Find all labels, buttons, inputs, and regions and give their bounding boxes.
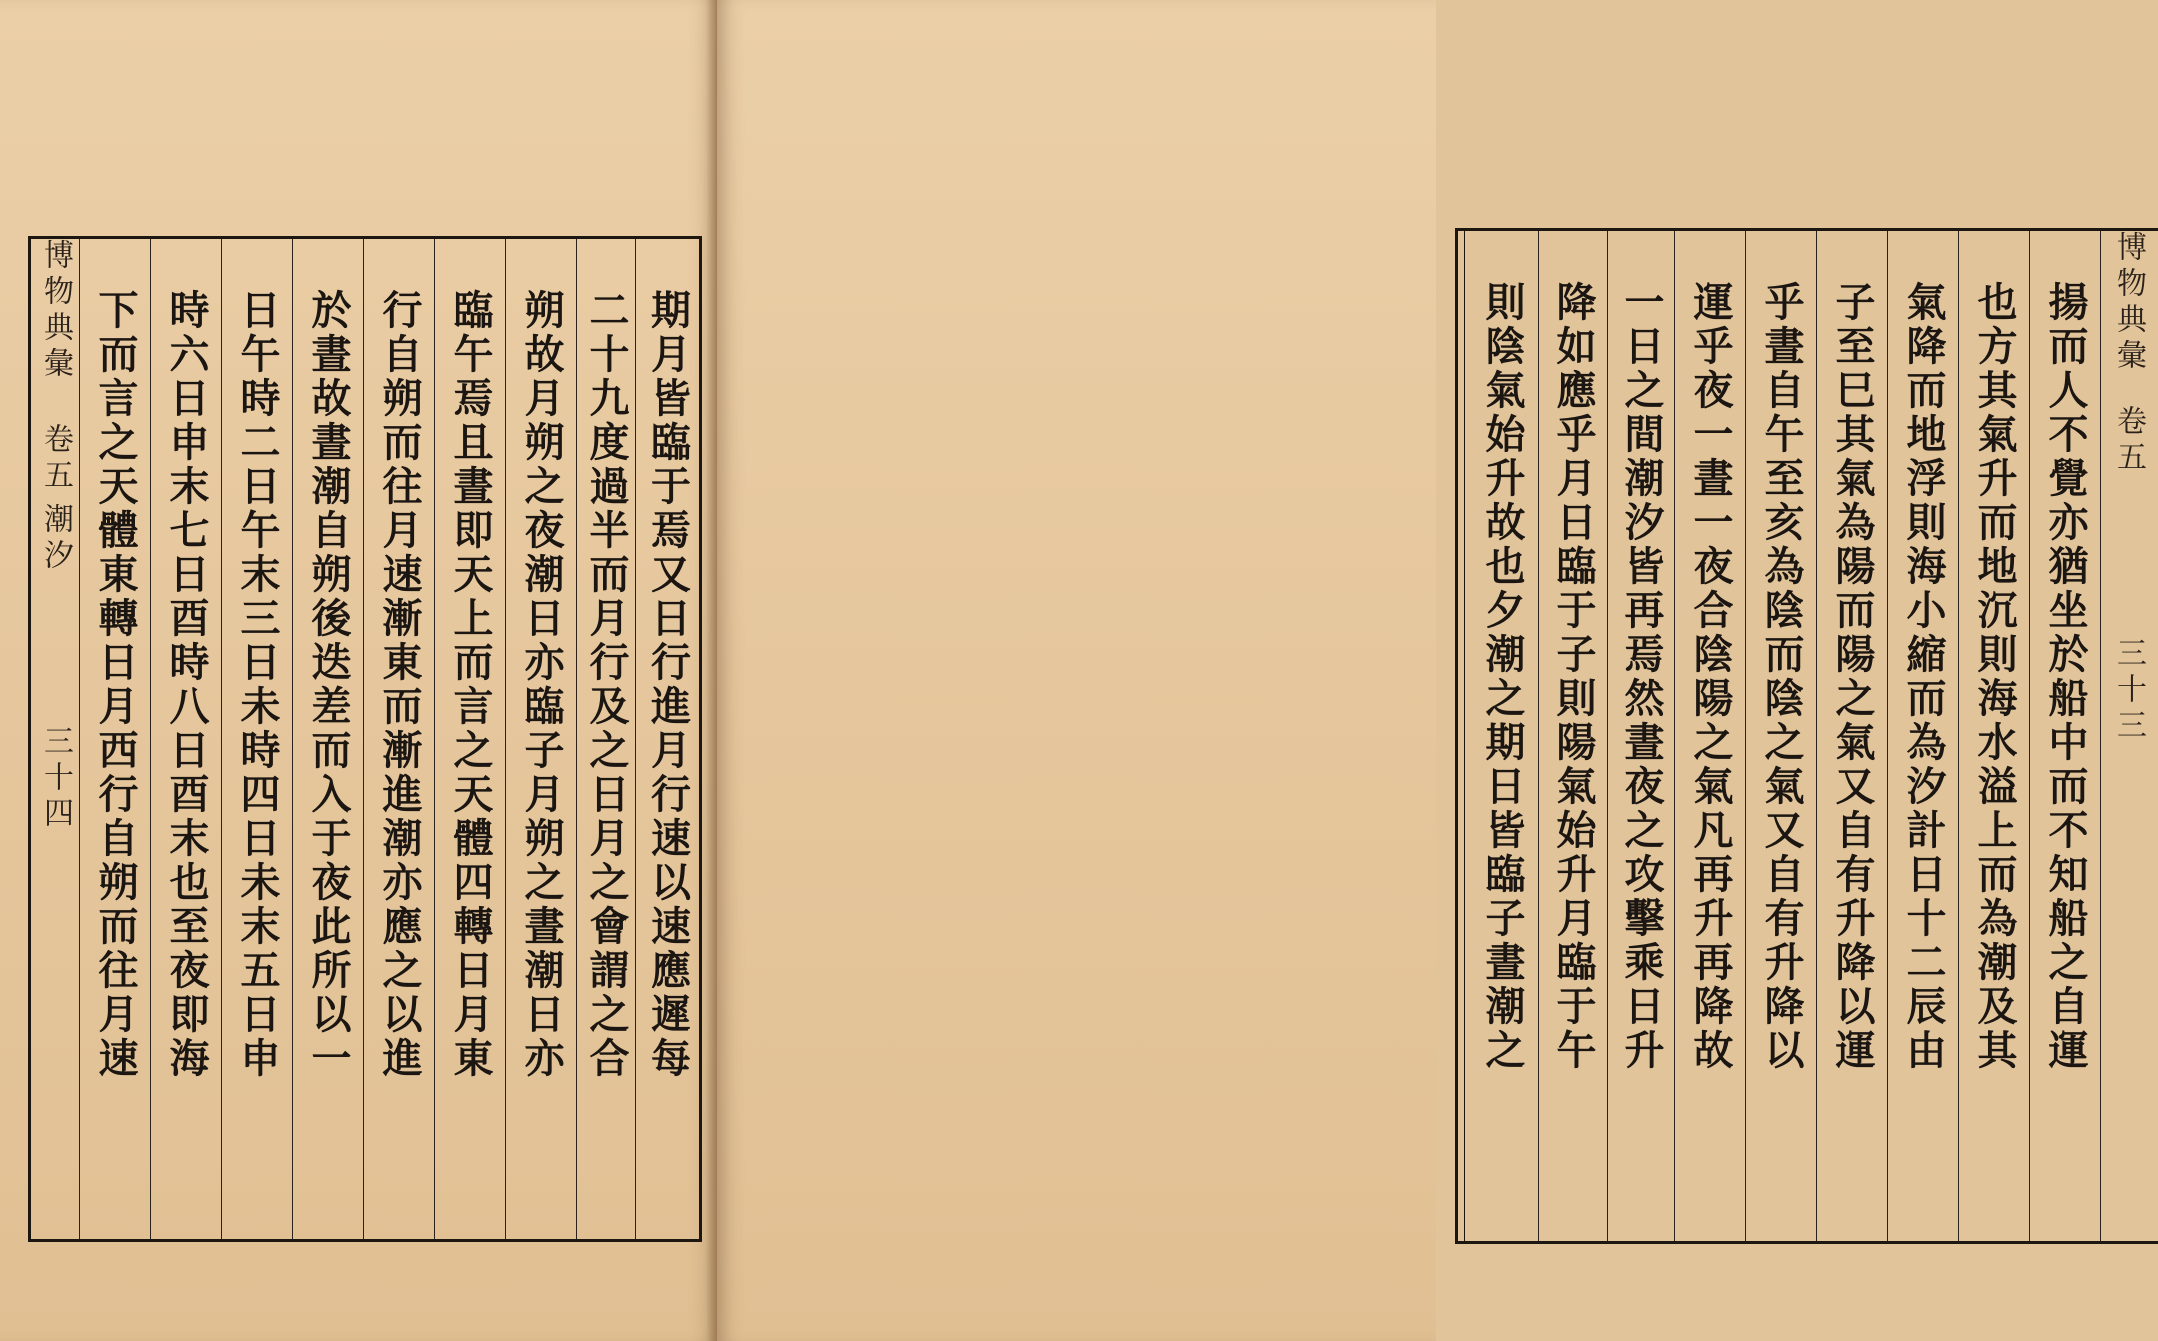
left-text-column-5: [364, 239, 434, 1239]
left-text-column-3: [506, 239, 576, 1239]
left-text-column-8: [151, 239, 221, 1239]
right-text-column-3: [1888, 231, 1958, 1241]
right-text-column-8: [1539, 231, 1607, 1241]
left-text-frame: [28, 236, 702, 1242]
left-text-column-4: [435, 239, 505, 1239]
left-margin-page-number: 三十四: [38, 725, 73, 833]
right-margin-title: 博物典彙: [2111, 231, 2146, 375]
column-text: 期月皆臨于焉又日行進月行速以速應遲每: [644, 289, 692, 1081]
right-text-column-2: [1959, 231, 2029, 1241]
column-text: 運乎夜一晝一夜合陰陽之氣凡再升再降故: [1687, 281, 1734, 1073]
right-text-column-5: [1746, 231, 1816, 1241]
column-text: 於晝故晝潮自朔後迭差而入于夜此所以一: [305, 289, 352, 1081]
right-margin-volume: 卷五: [2111, 405, 2146, 477]
column-text: 下而言之天體東轉日月西行自朔而往月速: [92, 289, 139, 1081]
left-text-column-1: [636, 239, 699, 1239]
right-page: [717, 0, 2146, 1341]
column-text: 揚而人不覺亦猶坐於船中而不知船之自運: [2042, 281, 2089, 1073]
right-margin-page-number: 三十三: [2111, 637, 2146, 745]
column-text: 乎晝自午至亥為陰而陰之氣又自有升降以: [1758, 281, 1805, 1073]
right-text-column-1: [2030, 231, 2100, 1241]
right-text-column-6: [1675, 231, 1745, 1241]
right-text-column-7: [1608, 231, 1674, 1241]
column-text: 日午時二日午末三日未時四日未末五日申: [234, 289, 281, 1081]
column-text: 行自朔而往月速漸東而漸進潮亦應之以進: [376, 289, 423, 1081]
left-margin-volume: 卷五: [38, 423, 73, 495]
column-text: 則陰氣始升故也夕潮之期日皆臨子晝潮之: [1479, 281, 1526, 1073]
column-text: 朔故月朔之夜潮日亦臨子月朔之晝潮日亦: [518, 289, 565, 1081]
left-text-column-2: [577, 239, 635, 1239]
column-text: 也方其氣升而地沉則海水溢上而為潮及其: [1971, 281, 2018, 1073]
right-text-column-9: [1466, 231, 1538, 1241]
left-text-column-9: [80, 239, 150, 1239]
left-margin-section: 潮汐: [38, 503, 73, 575]
left-text-column-6: [293, 239, 363, 1239]
column-text: 時六日申末七日酉時八日酉末也至夜即海: [163, 289, 210, 1081]
column-text: 臨午焉且晝即天上而言之天體四轉日月東: [447, 289, 494, 1081]
right-margin-column: [2101, 231, 2155, 1241]
right-text-frame: [1455, 228, 2158, 1244]
column-text: 子至巳其氣為陽而陽之氣又自有升降以運: [1829, 281, 1876, 1073]
column-text: 降如應乎月日臨于子則陽氣始升月臨于午: [1550, 281, 1597, 1073]
left-page: [0, 0, 717, 1341]
right-text-column-4: [1817, 231, 1887, 1241]
left-margin-title: 博物典彙: [38, 239, 73, 383]
left-margin-column: [31, 239, 79, 1239]
column-text: 一日之間潮汐皆再焉然晝夜之攻擊乘日升: [1618, 281, 1665, 1073]
left-text-column-7: [222, 239, 292, 1239]
column-text: 氣降而地浮則海小縮而為汐計日十二辰由: [1900, 281, 1947, 1073]
column-text: 二十九度過半而月行及之日月之會謂之合: [583, 289, 630, 1081]
